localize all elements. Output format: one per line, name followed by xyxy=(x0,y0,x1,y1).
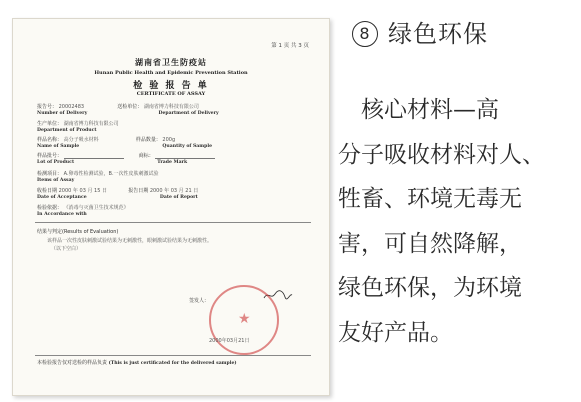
accept-date-value: 2000 年 03 月 15 日 xyxy=(58,188,108,194)
basis-label: 检验依据： xyxy=(37,205,63,211)
batch-label: 样品批号： xyxy=(37,153,63,159)
quantity-value: 200g xyxy=(162,137,176,143)
conclusion-note: （以下空白） xyxy=(51,246,82,252)
heading-title: 绿色环保 xyxy=(388,20,488,48)
date-of-report-label: Date of Report xyxy=(159,195,198,200)
date-of-acceptance-label: Date of Acceptance xyxy=(37,195,87,200)
report-date-value: 2000 年 03 月 21 日 xyxy=(149,188,199,194)
quantity-label: 样品数量： xyxy=(135,137,161,143)
delivery-unit-value: 湖南省博力科技有限公司 xyxy=(143,104,199,110)
description-line: 绿色环保，为环境 xyxy=(338,275,522,302)
sample-name-value: 高分子吸水材料 xyxy=(63,137,99,143)
lot-of-product-label: Lot of Product xyxy=(37,160,75,165)
stamp-date: 2000年03月21日 xyxy=(209,338,250,344)
section-heading xyxy=(352,14,488,49)
assay-certificate-image xyxy=(12,18,330,396)
report-number-row xyxy=(37,103,199,110)
report-number-value: 20002483 xyxy=(58,104,85,110)
org-name-cn: 湖南省卫生防疫站 xyxy=(135,58,207,67)
report-title-cn: 检 验 报 告 单 xyxy=(133,81,209,91)
footer-cn: 本检验报告仅对送检的样品负责 xyxy=(37,360,108,366)
description-line: 害，可自然降解， xyxy=(338,230,522,257)
items-value: A.卵毒性检测试验，B.一次性皮肤刺激试验 xyxy=(63,171,159,177)
department-of-delivery-label: Department of Delivery xyxy=(158,111,219,116)
accept-date-label: 收检日期 xyxy=(37,188,58,194)
delivery-unit-label: 送检单位： xyxy=(117,104,143,110)
description-line: 友好产品。 xyxy=(338,319,453,346)
divider xyxy=(35,222,311,223)
org-name-en: Hunan Public Health and Epidemic Prevention Station xyxy=(94,70,248,76)
conclusion-text: 该样品一次性皮肤刺激试验结果为无刺激性，眼刺激试验结果为无刺激性。 xyxy=(47,238,213,244)
circled-number: 8 xyxy=(352,21,378,47)
description-line: 分子吸收材料对人、 xyxy=(338,141,545,168)
description-line: 牲畜、环境无毒无 xyxy=(338,186,522,213)
report-number-label: 报告号： xyxy=(37,104,58,110)
report-date-label: 报告日期 xyxy=(128,188,149,194)
quantity-of-sample-label: Quantity of Sample xyxy=(162,144,213,149)
producer-value: 湖南省博力科技有限公司 xyxy=(63,121,119,127)
footer-en: (This is just certificated for the delivered sample) xyxy=(108,361,237,366)
trade-mark-label: Trade Mark xyxy=(157,160,188,165)
number-of-delivery-label: Number of Delivery xyxy=(37,111,88,116)
approver-label: 签发人： xyxy=(189,298,210,304)
items-label: 检测项目： xyxy=(37,171,63,177)
trademark-label: 商标： xyxy=(138,153,154,159)
in-accordance-label: In Accordance with xyxy=(37,212,87,217)
description-line: 核心材料—高 xyxy=(338,97,499,123)
items-of-assay-label: Items of Assay xyxy=(37,178,75,183)
report-title-en: CERTIFICATE OF ASSAY xyxy=(136,91,206,97)
page-number: 第 1 页 共 3 页 xyxy=(271,43,309,49)
department-of-product-label: Department of Product xyxy=(37,128,97,133)
name-of-sample-label: Name of Sample xyxy=(37,144,80,149)
official-seal xyxy=(209,285,279,355)
certificate-footer xyxy=(37,359,237,366)
producer-label: 生产单位： xyxy=(37,121,63,127)
conclusion-label: 结果与判定(Results of Evaluation) xyxy=(37,229,119,235)
footer-divider xyxy=(35,355,311,356)
sample-name-label: 样品名称： xyxy=(37,137,63,143)
basis-value: 《消毒与灭菌卫生技术规范》 xyxy=(63,205,129,211)
description-text xyxy=(338,88,573,356)
